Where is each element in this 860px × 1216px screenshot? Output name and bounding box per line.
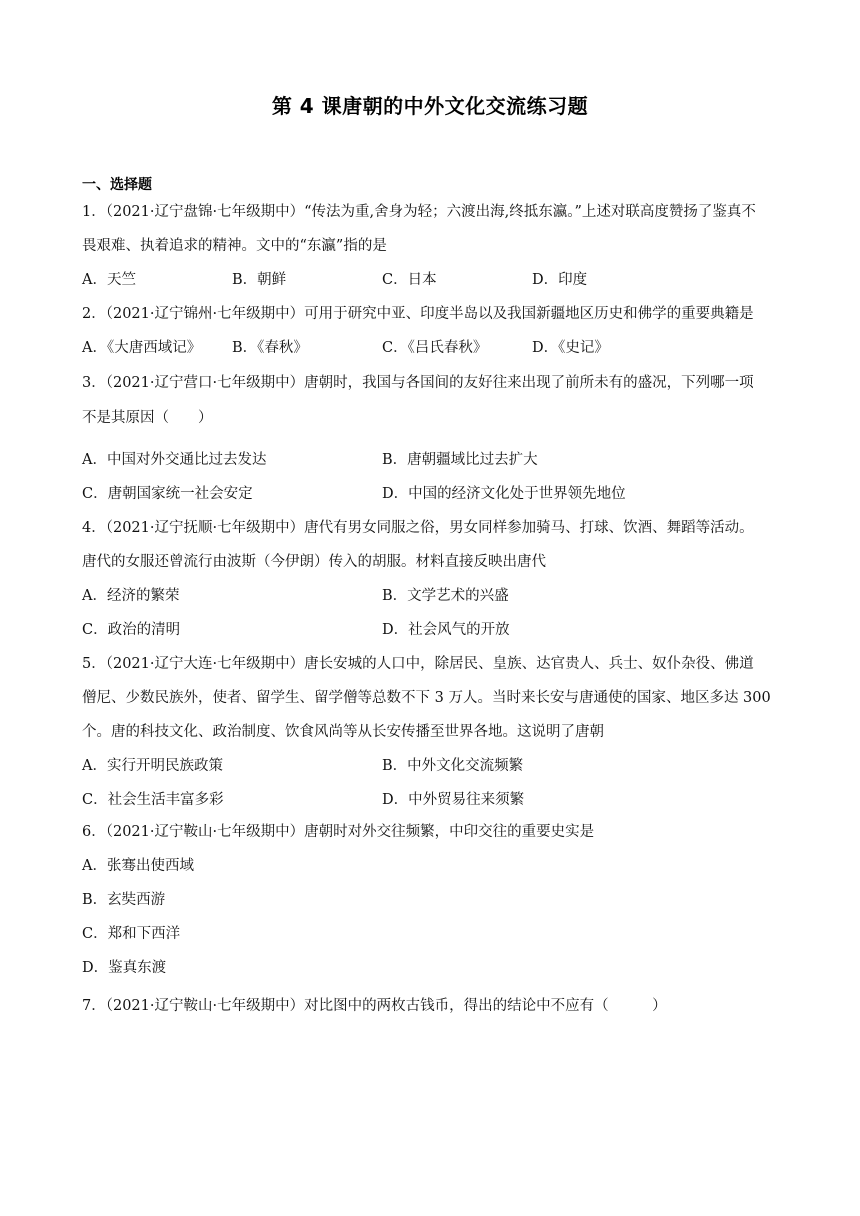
question-3-option-a: A．中国对外交通比过去发达	[82, 452, 267, 468]
question-4-line-1: 4．（2021·辽宁抚顺·七年级期中）唐代有男女同服之俗，男女同样参加骑马、打球、饮酒、舞蹈等活动。	[82, 520, 754, 536]
question-7-line-1: 7．（2021·辽宁鞍山·七年级期中）对比图中的两枚古钱币，得出的结论中不应有（ ）	[82, 998, 667, 1014]
question-1-option-d: D．印度	[532, 272, 588, 288]
question-5-line-2: 僧尼、少数民族外，使者、留学生、留学僧等总数不下 3 万人。当时来长安与唐通使的国家、地区多达 300	[82, 690, 771, 706]
page-title: 第 4 课唐朝的中外文化交流练习题	[271, 94, 589, 118]
question-2-option-b: B．《春秋》	[232, 340, 308, 356]
question-4-option-b: B．文学艺术的兴盛	[382, 588, 509, 604]
question-4-option-d: D．社会风气的开放	[382, 622, 510, 638]
question-2-line-1: 2．（2021·辽宁锦州·七年级期中）可用于研究中亚、印度半岛以及我国新疆地区历史和佛学的重要典籍是	[82, 306, 754, 322]
question-5-option-a: A．实行开明民族政策	[82, 758, 223, 774]
question-6-line-1: 6．（2021·辽宁鞍山·七年级期中）唐朝时对外交往频繁，中印交往的重要史实是	[82, 824, 595, 840]
question-2-option-a: A．《大唐西域记》	[82, 340, 202, 356]
section-heading: 一、选择题	[82, 177, 152, 193]
question-5-line-1: 5．（2021·辽宁大连·七年级期中）唐长安城的人口中，除居民、皇族、达官贵人、兵士、奴仆杂役、佛道	[82, 656, 754, 672]
question-5-line-3: 个。唐的科技文化、政治制度、饮食风尚等从长安传播至世界各地。这说明了唐朝	[82, 724, 604, 740]
question-1-option-a: A．天竺	[82, 272, 136, 288]
question-3-option-c: C．唐朝国家统一社会安定	[82, 486, 253, 502]
question-2-option-d: D．《史记》	[532, 340, 609, 356]
question-5-option-c: C．社会生活丰富多彩	[82, 792, 224, 808]
question-4-option-c: C．政治的清明	[82, 622, 181, 638]
question-3-option-b: B．唐朝疆域比过去扩大	[382, 452, 538, 468]
question-4-option-a: A．经济的繁荣	[82, 588, 180, 604]
question-5-option-d: D．中外贸易往来须繁	[382, 792, 525, 808]
question-6-option-d: D．鉴真东渡	[82, 960, 167, 976]
question-3-line-1: 3．（2021·辽宁营口·七年级期中）唐朝时，我国与各国间的友好往来出现了前所未有的盛况，下列哪一项	[82, 375, 754, 391]
question-3-option-d: D．中国的经济文化处于世界领先地位	[382, 486, 626, 502]
question-6-option-c: C．郑和下西洋	[82, 926, 181, 942]
question-1-option-b: B．朝鲜	[232, 272, 287, 288]
question-3-line-2: 不是其原因（ ）	[82, 410, 213, 426]
question-4-line-2: 唐代的女服还曾流行由波斯（今伊朗）传入的胡服。材料直接反映出唐代	[82, 554, 546, 570]
question-5-option-b: B．中外文化交流频繁	[382, 758, 524, 774]
question-6-option-a: A．张骞出使西域	[82, 858, 194, 874]
question-1-line-2: 畏艰难、执着追求的精神。文中的“东瀛”指的是	[82, 238, 387, 254]
question-1-option-c: C．日本	[382, 272, 437, 288]
question-6-option-b: B．玄奘西游	[82, 892, 166, 908]
question-1-line-1: 1．（2021·辽宁盘锦·七年级期中）“传法为重,舍身为轻；六渡出海,终抵东瀛。”上述对联高度赞扬了鉴真不	[82, 204, 756, 220]
question-2-option-c: C．《吕氏春秋》	[382, 340, 488, 356]
